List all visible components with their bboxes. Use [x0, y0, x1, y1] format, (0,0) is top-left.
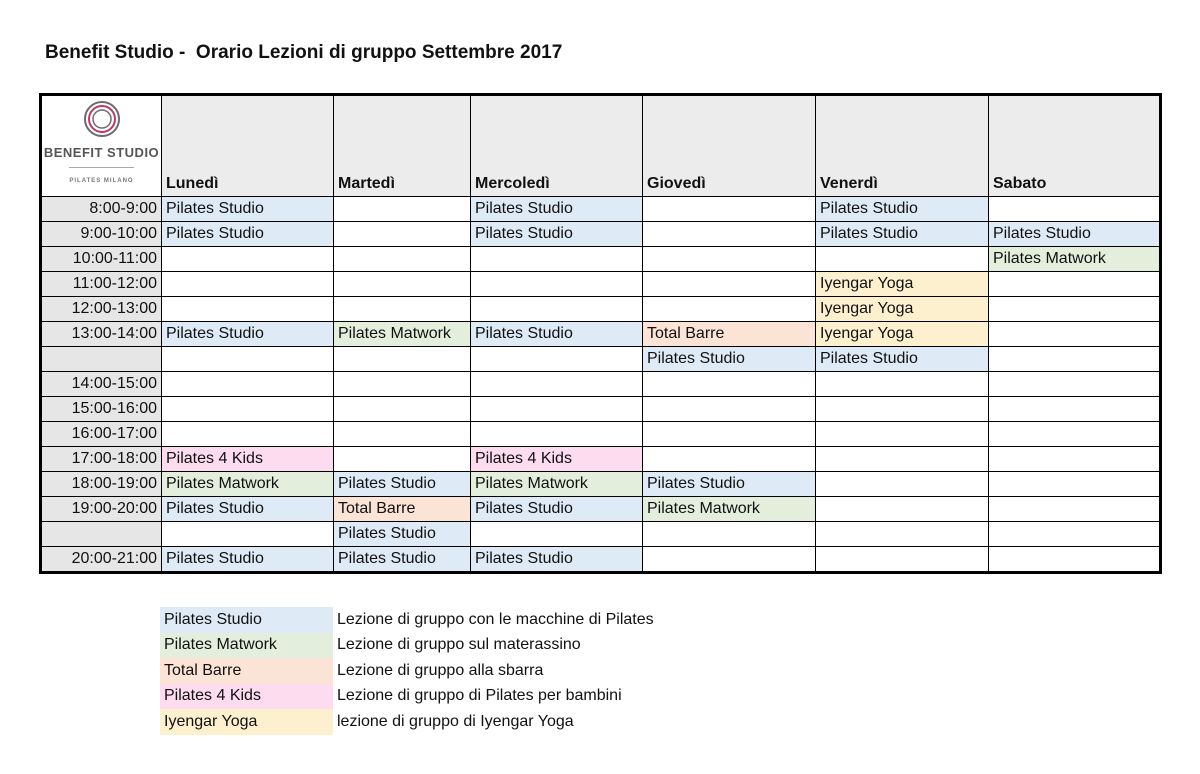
time-slot: 20:00-21:00 — [41, 547, 162, 573]
class-cell: Pilates Studio — [471, 322, 643, 347]
class-cell — [989, 422, 1161, 447]
class-cell — [162, 247, 334, 272]
class-cell — [816, 522, 989, 547]
class-cell: Pilates Studio — [816, 222, 989, 247]
class-cell: Pilates Matwork — [989, 247, 1161, 272]
schedule-row — [41, 522, 1161, 547]
schedule-row — [41, 397, 1161, 422]
class-cell: Iyengar Yoga — [816, 322, 989, 347]
class-cell — [643, 197, 816, 222]
legend-row — [160, 658, 658, 684]
class-cell — [989, 522, 1161, 547]
time-slot: 11:00-12:00 — [41, 272, 162, 297]
legend-description: Lezione di gruppo alla sbarra — [337, 661, 544, 679]
day-header: Giovedì — [643, 95, 816, 197]
class-cell — [471, 247, 643, 272]
legend-description: lezione di gruppo di Iyengar Yoga — [337, 712, 574, 730]
header-row — [41, 95, 1161, 197]
class-cell: Pilates Matwork — [334, 322, 471, 347]
class-cell — [989, 347, 1161, 372]
time-slot: 17:00-18:00 — [41, 447, 162, 472]
logo-cell — [41, 95, 162, 197]
class-cell — [471, 397, 643, 422]
class-cell — [816, 497, 989, 522]
class-cell: Pilates Studio — [816, 347, 989, 372]
class-cell — [989, 372, 1161, 397]
class-cell — [816, 422, 989, 447]
class-cell — [643, 547, 816, 573]
class-cell: Pilates Studio — [643, 472, 816, 497]
schedule-row — [41, 322, 1161, 347]
class-cell — [643, 247, 816, 272]
class-cell: Pilates Studio — [334, 547, 471, 573]
class-cell: Pilates Studio — [162, 497, 334, 522]
class-cell — [334, 272, 471, 297]
class-cell — [643, 272, 816, 297]
class-cell: Pilates Studio — [471, 197, 643, 222]
class-cell: Pilates Studio — [643, 347, 816, 372]
class-cell — [162, 397, 334, 422]
schedule-row — [41, 222, 1161, 247]
class-cell — [816, 397, 989, 422]
legend-description: Lezione di gruppo sul materassino — [337, 636, 581, 654]
schedule-body — [41, 197, 1161, 573]
class-cell — [643, 447, 816, 472]
class-cell — [334, 397, 471, 422]
time-slot: 9:00-10:00 — [41, 222, 162, 247]
legend-row — [160, 709, 658, 735]
legend-swatch: Iyengar Yoga — [160, 709, 333, 735]
class-cell — [334, 297, 471, 322]
class-cell — [989, 547, 1161, 573]
class-cell — [989, 472, 1161, 497]
class-cell — [162, 272, 334, 297]
class-cell — [471, 347, 643, 372]
class-cell: Total Barre — [334, 497, 471, 522]
class-cell: Pilates Matwork — [643, 497, 816, 522]
time-slot: 15:00-16:00 — [41, 397, 162, 422]
time-slot: 10:00-11:00 — [41, 247, 162, 272]
class-cell — [334, 222, 471, 247]
class-cell — [816, 547, 989, 573]
schedule-row — [41, 422, 1161, 447]
class-cell — [334, 422, 471, 447]
class-cell: Total Barre — [643, 322, 816, 347]
class-cell — [989, 497, 1161, 522]
schedule-row — [41, 297, 1161, 322]
class-cell — [643, 222, 816, 247]
logo-rings-icon — [83, 100, 121, 138]
class-cell — [989, 447, 1161, 472]
class-cell — [989, 397, 1161, 422]
class-cell — [471, 272, 643, 297]
class-cell — [162, 522, 334, 547]
day-header: Mercoledì — [471, 95, 643, 197]
class-cell — [162, 297, 334, 322]
class-cell: Pilates Studio — [334, 472, 471, 497]
time-slot — [41, 347, 162, 372]
time-slot: 19:00-20:00 — [41, 497, 162, 522]
class-cell: Pilates Studio — [162, 547, 334, 573]
day-header: Lunedì — [162, 95, 334, 197]
class-cell — [816, 247, 989, 272]
time-slot: 12:00-13:00 — [41, 297, 162, 322]
legend-description: Lezione di gruppo con le macchine di Pilates — [337, 610, 654, 628]
schedule-row — [41, 347, 1161, 372]
day-header: Sabato — [989, 95, 1161, 197]
class-cell — [334, 247, 471, 272]
class-cell — [989, 297, 1161, 322]
class-cell — [643, 372, 816, 397]
class-cell — [989, 322, 1161, 347]
class-cell — [643, 522, 816, 547]
time-slot: 13:00-14:00 — [41, 322, 162, 347]
logo-name: BENEFIT STUDIO — [43, 145, 160, 160]
class-cell — [816, 472, 989, 497]
class-cell: Iyengar Yoga — [816, 272, 989, 297]
class-cell — [816, 372, 989, 397]
class-cell — [162, 422, 334, 447]
class-cell: Pilates Studio — [989, 222, 1161, 247]
class-cell: Pilates Studio — [162, 222, 334, 247]
class-cell — [334, 197, 471, 222]
class-cell — [471, 522, 643, 547]
time-slot: 14:00-15:00 — [41, 372, 162, 397]
schedule-row — [41, 472, 1161, 497]
class-cell — [643, 397, 816, 422]
schedule-table — [39, 93, 1162, 574]
legend-swatch: Pilates Matwork — [160, 633, 333, 659]
class-cell: Pilates Studio — [816, 197, 989, 222]
class-cell: Pilates Matwork — [471, 472, 643, 497]
schedule-row — [41, 197, 1161, 222]
legend-row — [160, 607, 658, 633]
class-cell — [643, 297, 816, 322]
class-cell: Pilates Matwork — [162, 472, 334, 497]
class-cell: Pilates 4 Kids — [471, 447, 643, 472]
legend-swatch: Total Barre — [160, 658, 333, 684]
studio-logo — [42, 97, 161, 196]
class-cell — [471, 372, 643, 397]
legend-description: Lezione di gruppo di Pilates per bambini — [337, 687, 622, 705]
legend-table — [160, 607, 658, 735]
schedule-row — [41, 372, 1161, 397]
class-cell: Pilates 4 Kids — [162, 447, 334, 472]
class-cell — [162, 372, 334, 397]
class-cell — [989, 272, 1161, 297]
class-cell: Pilates Studio — [471, 547, 643, 573]
page-title: Benefit Studio - Orario Lezioni di gruppo Settembre 2017 — [45, 42, 563, 63]
legend-swatch: Pilates 4 Kids — [160, 684, 333, 710]
legend-row — [160, 633, 658, 659]
schedule-row — [41, 447, 1161, 472]
class-cell: Iyengar Yoga — [816, 297, 989, 322]
class-cell: Pilates Studio — [162, 197, 334, 222]
legend-row — [160, 684, 658, 710]
legend-body — [160, 607, 658, 735]
schedule-row — [41, 547, 1161, 573]
schedule-row — [41, 497, 1161, 522]
class-cell: Pilates Studio — [471, 222, 643, 247]
class-cell: Pilates Studio — [471, 497, 643, 522]
class-cell — [471, 422, 643, 447]
time-slot: 18:00-19:00 — [41, 472, 162, 497]
class-cell — [162, 347, 334, 372]
logo-subtitle: PILATES MILANO — [69, 167, 133, 192]
time-slot: 8:00-9:00 — [41, 197, 162, 222]
day-header: Martedì — [334, 95, 471, 197]
class-cell — [334, 347, 471, 372]
day-header: Venerdì — [816, 95, 989, 197]
class-cell: Pilates Studio — [334, 522, 471, 547]
class-cell — [816, 447, 989, 472]
class-cell — [334, 447, 471, 472]
class-cell — [334, 372, 471, 397]
class-cell — [643, 422, 816, 447]
class-cell — [471, 297, 643, 322]
time-slot: 16:00-17:00 — [41, 422, 162, 447]
legend-swatch: Pilates Studio — [160, 607, 333, 633]
schedule-row — [41, 247, 1161, 272]
class-cell: Pilates Studio — [162, 322, 334, 347]
schedule-row — [41, 272, 1161, 297]
time-slot — [41, 522, 162, 547]
class-cell — [989, 197, 1161, 222]
